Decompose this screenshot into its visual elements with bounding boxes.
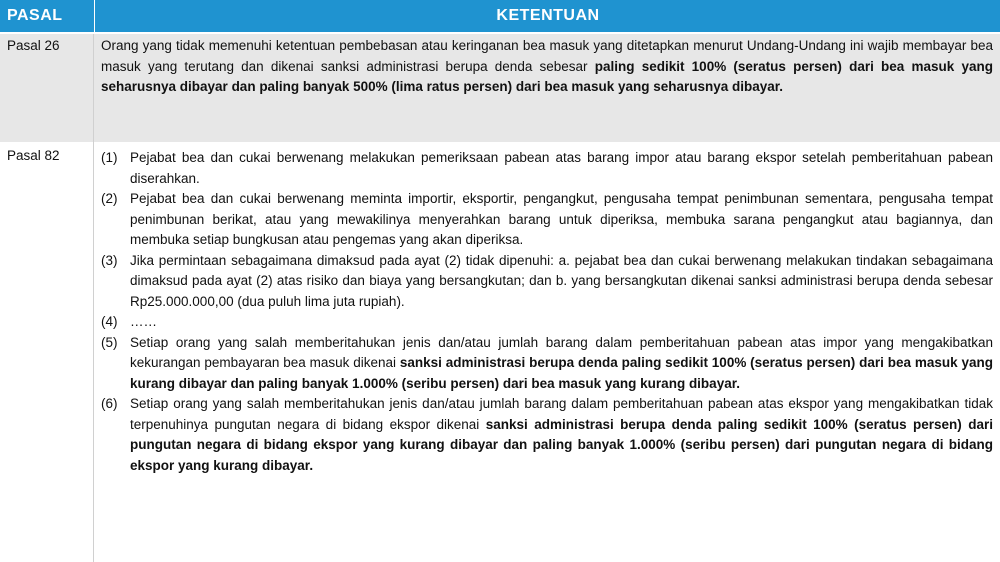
list-item — [101, 251, 993, 313]
list-item — [101, 312, 993, 333]
item-text: Pejabat bea dan cukai berwenang melakukan pemeriksaan pabean atas barang impor atau barang ekspor setelah pemberitahuan pabean diserahkan. — [130, 150, 993, 186]
item-number: (1) — [101, 150, 118, 165]
item-text: Setiap orang yang salah memberitahukan jenis dan/atau jumlah barang dalam pemberitahuan pabean atas impor yang mengakibatkan kekurangan pembayaran bea masuk dikenai — [130, 334, 993, 370]
ketentuan-text-normal: Orang yang tidak memenuhi ketentuan pembebasan atau keringanan bea masuk yang ditetapkan menurut Undang-Undang ini wajib membayar bea masuk yang terutang dan dikenai sanksi administrasi berupa denda sebesar — [101, 38, 993, 74]
item-text: Pejabat bea dan cukai berwenang meminta importir, eksportir, pengangkut, pengusaha tempat penimbunan sementara, pengusaha tempat penimbunan berikat, atau yang mewakilinya menyerahkan barang untuk diperiksa, membuka sarana pengangkut atau bagiannya, dan membuka setiap bungkusan atau pengemas yang akan diperiksa. — [130, 191, 993, 247]
list-item — [101, 148, 993, 189]
table-row — [0, 142, 1000, 562]
header-pasal: PASAL — [7, 7, 63, 24]
list-item — [101, 333, 993, 395]
item-text-bold: sanksi administrasi berupa denda paling sedikit 100% (seratus persen) dari bea masuk yang kurang dibayar dan paling banyak 1.000% (seribu persen) dari bea masuk yang kurang dibayar. — [130, 355, 993, 391]
ketentuan-text — [101, 36, 993, 98]
pasal-label: Pasal 82 — [7, 148, 60, 163]
header-ketentuan: KETENTUAN — [94, 0, 1000, 32]
item-number: (5) — [101, 334, 118, 350]
item-number: (4) — [101, 314, 118, 329]
item-text: Jika permintaan sebagaimana dimaksud pada ayat (2) tidak dipenuhi: a. pejabat bea dan cukai berwenang melakukan tindakan sebagaimana dimaksud pada ayat (2) atas risiko dan biaya yang bersangkutan; dan b. yang bersangkutan dikenai sanksi administrasi berupa denda sebesar Rp25.000.000,00 (dua puluh lima juta rupiah). — [130, 252, 993, 309]
column-divider — [93, 34, 94, 562]
item-text: Setiap orang yang salah memberitahukan jenis dan/atau jumlah barang dalam pemberitahuan pabean atas ekspor yang mengakibatkan tidak terpenuhinya pungutan negara di bidang ekspor dikenai — [130, 396, 993, 432]
item-number: (2) — [101, 191, 118, 206]
item-text: …… — [130, 314, 157, 329]
table-header — [0, 0, 1000, 34]
pasal-label: Pasal 26 — [7, 38, 60, 53]
item-text-bold: sanksi administrasi berupa denda paling sedikit 100% (seratus persen) dari pungutan negara di bidang ekspor yang kurang dibayar dan paling banyak 1.000% (seribu persen) dari pungutan negara di bidang ekspor yang kurang dibayar. — [130, 416, 993, 473]
ketentuan-text-bold: paling sedikit 100% (seratus persen) dari bea masuk yang seharusnya dibayar dan paling banyak 500% (lima ratus persen) dari bea masuk yang seharusnya dibayar. — [101, 58, 993, 94]
table-row — [0, 34, 1000, 142]
item-number: (6) — [101, 396, 118, 411]
list-item — [101, 189, 993, 251]
ketentuan-list — [101, 148, 993, 476]
item-number: (3) — [101, 252, 118, 268]
list-item — [101, 394, 993, 476]
